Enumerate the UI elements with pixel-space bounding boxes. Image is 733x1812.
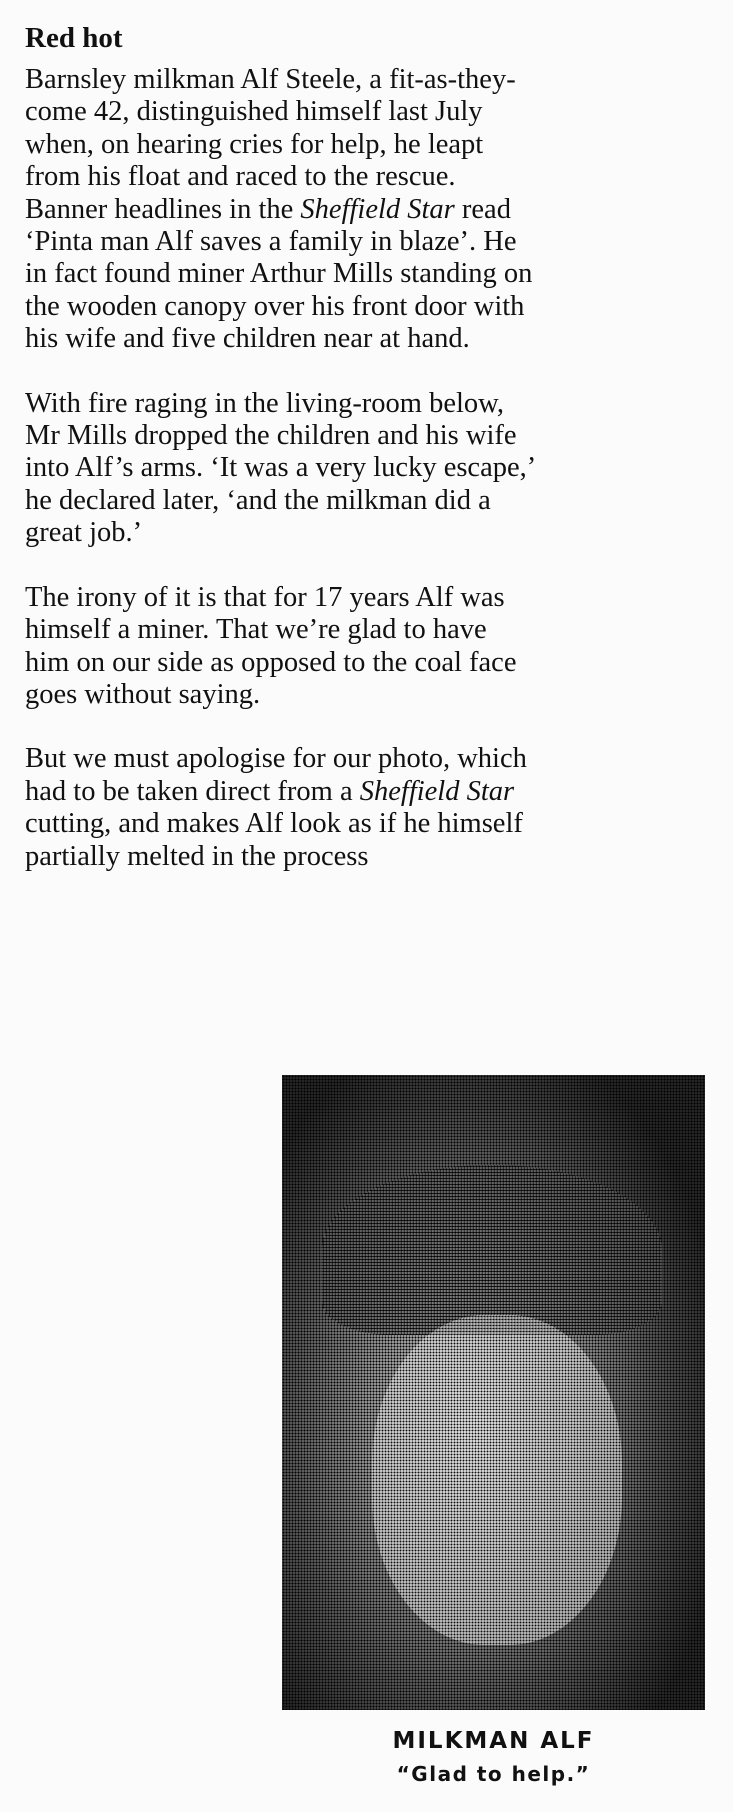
text-line: from his float and raced to the rescue. [25, 161, 456, 193]
paragraph [25, 388, 725, 550]
text-segment: Banner headlines in the [25, 193, 301, 225]
text-line: With fire raging in the living-room below, [25, 387, 505, 419]
paragraph [25, 64, 725, 356]
text-line [25, 776, 725, 808]
article [25, 18, 725, 905]
text-line: come 42, distinguished himself last July [25, 96, 483, 128]
paragraph [25, 743, 725, 873]
text-line: into Alf’s arms. ‘It was a very lucky escape,’ [25, 452, 537, 484]
text-line: his wife and five children near at hand. [25, 323, 470, 355]
text-line: he declared later, ‘and the milkman did a [25, 484, 491, 516]
text-line: goes without saying. [25, 678, 261, 710]
text-line: the wooden canopy over his front door with [25, 290, 525, 322]
newspaper-name: Sheffield Star [300, 193, 455, 225]
text-line: Barnsley milkman Alf Steele, a fit-as-they- [25, 64, 516, 95]
article-title: Red hot [25, 22, 123, 54]
photo-face-region [372, 1315, 622, 1645]
text-line: Mr Mills dropped the children and his wife [25, 420, 517, 452]
text-line: cutting, and makes Alf look as if he himself [25, 808, 523, 840]
text-line: in fact found miner Arthur Mills standing on [25, 258, 533, 290]
text-line: him on our side as opposed to the coal face [25, 646, 517, 678]
article-body [25, 64, 725, 873]
text-line [25, 194, 725, 226]
paragraph [25, 582, 725, 712]
text-line: But we must apologise for our photo, which [25, 743, 527, 775]
milkman-photo [282, 1075, 705, 1710]
text-line: The irony of it is that for 17 years Alf was [25, 581, 505, 613]
photo-hat-region [322, 1165, 662, 1335]
photo-caption-quote: “Glad to help.” [396, 1762, 591, 1786]
text-line: great job.’ [25, 517, 143, 549]
text-line: ‘Pinta man Alf saves a family in blaze’. He [25, 226, 517, 258]
text-segment: read [454, 193, 511, 225]
text-line: when, on hearing cries for help, he leapt [25, 128, 484, 160]
text-line: himself a miner. That we’re glad to have [25, 614, 487, 646]
newspaper-name: Sheffield Star [359, 775, 515, 807]
photo-caption-name: MILKMAN ALF [392, 1728, 595, 1754]
text-segment: had to be taken direct from a [25, 775, 360, 807]
text-line: partially melted in the process [25, 840, 369, 872]
